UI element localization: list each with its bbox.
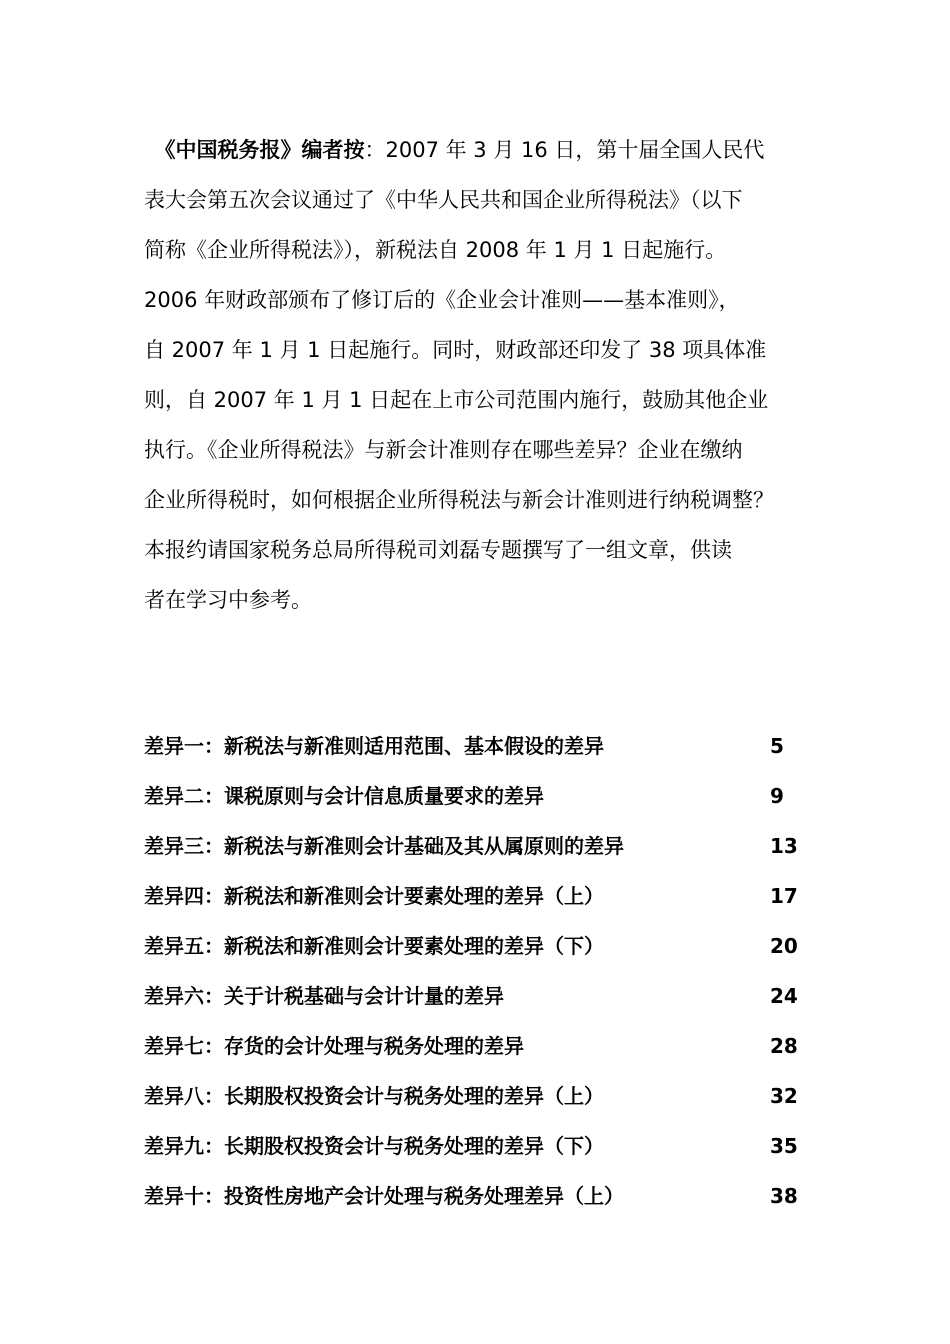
toc-entry-page: 35: [770, 1134, 798, 1158]
toc-entry-page: 20: [770, 934, 798, 958]
toc-entry-title: 差异九：长期股权投资会计与税务处理的差异（下）: [144, 1134, 604, 1158]
toc-entry-page: 28: [770, 1034, 798, 1058]
toc-entry-title: 差异一：新税法与新准则适用范围、基本假设的差异: [144, 734, 604, 758]
editor-note-line-5: 自 2007 年 1 月 1 日起施行。同时，财政部还印发了 38 项具体准: [144, 338, 767, 362]
editor-note-line-2: 表大会第五次会议通过了《中华人民共和国企业所得税法》（以下: [144, 188, 743, 212]
editor-note: [144, 128, 844, 628]
toc-entry-10[interactable]: [144, 1172, 824, 1222]
toc-entry-8[interactable]: [144, 1072, 824, 1122]
editor-note-line-9: 本报约请国家税务总局所得税司刘磊专题撰写了一组文章，供读: [144, 538, 732, 562]
toc-entry-title: 差异八：长期股权投资会计与税务处理的差异（上）: [144, 1084, 604, 1108]
editor-note-line-4: 2006 年财政部颁布了修订后的《企业会计准则——基本准则》，: [144, 288, 740, 312]
toc-entry-title: 差异七：存货的会计处理与税务处理的差异: [144, 1034, 524, 1058]
toc-entry-page: 5: [770, 734, 784, 758]
toc-entry-title: 差异三：新税法与新准则会计基础及其从属原则的差异: [144, 834, 624, 858]
toc-entry-7[interactable]: [144, 1022, 824, 1072]
toc-entry-page: 17: [770, 884, 798, 908]
toc-entry-6[interactable]: [144, 972, 824, 1022]
table-of-contents: [144, 722, 824, 1222]
toc-entry-4[interactable]: [144, 872, 824, 922]
toc-entry-page: 32: [770, 1084, 798, 1108]
toc-entry-page: 13: [770, 834, 798, 858]
editor-note-line-1-text: ：2007 年 3 月 16 日，第十届全国人民代: [364, 138, 765, 162]
editor-note-line-10: 者在学习中参考。: [144, 588, 312, 612]
editor-note-line-8: 企业所得税时，如何根据企业所得税法与新会计准则进行纳税调整？: [144, 488, 774, 512]
editor-note-line-7: 执行。《企业所得税法》与新会计准则存在哪些差异？企业在缴纳: [144, 438, 743, 462]
toc-entry-page: 9: [770, 784, 784, 808]
editor-note-line-1: [144, 128, 844, 178]
toc-entry-page: 24: [770, 984, 798, 1008]
toc-entry-title: 差异六：关于计税基础与会计计量的差异: [144, 984, 504, 1008]
toc-entry-3[interactable]: [144, 822, 824, 872]
toc-entry-title: 差异四：新税法和新准则会计要素处理的差异（上）: [144, 884, 604, 908]
toc-entry-title: 差异二：课税原则与会计信息质量要求的差异: [144, 784, 544, 808]
toc-entry-1[interactable]: [144, 722, 824, 772]
editor-note-indent: [144, 138, 165, 162]
toc-entry-title: 差异十：投资性房地产会计处理与税务处理差异（上）: [144, 1184, 624, 1208]
toc-entry-9[interactable]: [144, 1122, 824, 1172]
toc-entry-5[interactable]: [144, 922, 824, 972]
editor-note-line-3: 简称《企业所得税法》），新税法自 2008 年 1 月 1 日起施行。: [144, 238, 727, 262]
toc-entry-2[interactable]: [144, 772, 824, 822]
editor-note-line-6: 则，自 2007 年 1 月 1 日起在上市公司范围内施行，鼓励其他企业: [144, 388, 769, 412]
editor-note-heading: 《中国税务报》编者按: [165, 138, 365, 162]
toc-entry-title: 差异五：新税法和新准则会计要素处理的差异（下）: [144, 934, 604, 958]
toc-entry-page: 38: [770, 1184, 798, 1208]
